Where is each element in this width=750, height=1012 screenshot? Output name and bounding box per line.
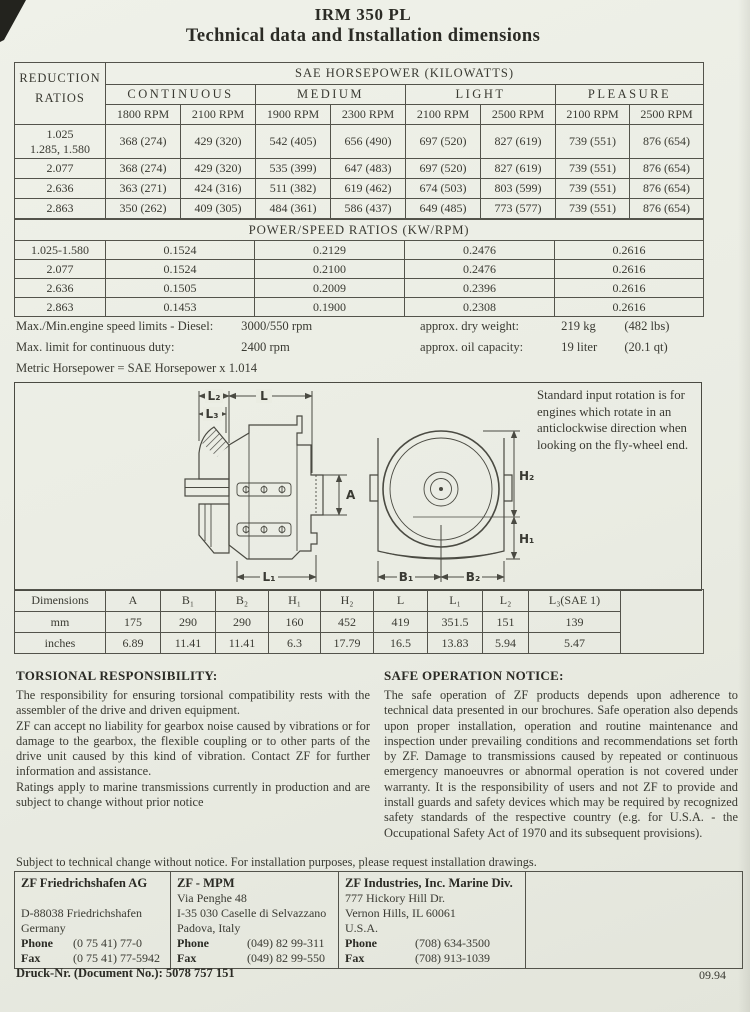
hp-rpm-header: 2100 RPM [181,105,256,125]
hp-value-cell: 697 (520) [406,125,481,159]
hp-value-cell: 876 (654) [630,159,704,179]
dim-label-L2: L₂ [207,389,221,403]
hp-value-cell: 739 (551) [556,125,630,159]
dims-header: Dimensions [15,590,106,612]
hp-value-cell: 484 (361) [256,199,331,219]
ratio-cell: 2.636 [15,279,106,298]
dims-cell: 175 [106,612,161,633]
ratio-cell: 0.2616 [555,260,704,279]
ratio-cell: 2.077 [15,260,106,279]
ratio-cell: 0.2308 [405,298,555,317]
scan-edge-shade [738,0,750,1012]
address-line: D-88038 Friedrichshafen [21,906,142,920]
ratio-cell: 0.2100 [255,260,405,279]
dims-header-row [15,590,704,612]
spec-value: 19 liter [561,340,598,354]
dims-cell: 452 [321,612,374,633]
ratio-cell: 0.1505 [106,279,255,298]
hp-value-cell: 429 (320) [181,159,256,179]
torsional-title: TORSIONAL RESPONSIBILITY: [16,668,218,683]
ratio-cell: 0.2009 [255,279,405,298]
dims-cell: 5.47 [529,633,621,654]
hp-rpm-header: 2500 RPM [630,105,704,125]
dims-cell: 16.5 [374,633,428,654]
dim-label-H2: H₂ [519,469,535,483]
ratio-cell: 0.2476 [405,260,555,279]
dims-header: B₂ [216,590,269,612]
hp-group-header: LIGHT [406,85,556,105]
hp-value-cell: 350 (262) [106,199,181,219]
phone-label: Phone [345,936,378,950]
ratio-cell: 0.1453 [106,298,255,317]
power-speed-ratio-table [14,219,704,317]
ratio-table-title: POWER/SPEED RATIOS (KW/RPM) [15,220,704,241]
hp-group-header: CONTINUOUS [106,85,256,105]
dims-header: A [106,590,161,612]
hp-row [15,159,704,179]
spec-line-oil-capacity [420,340,668,355]
hp-main-header: SAE HORSEPOWER (KILOWATTS) [106,63,704,85]
address-line: I-35 030 Caselle di Selvazzano [177,906,327,920]
hp-rpm-header: 1800 RPM [106,105,181,125]
hp-value-cell: 368 (274) [106,159,181,179]
dims-inches-row [15,633,704,654]
print-date: 09.94 [699,968,726,982]
dims-mm-row [15,612,704,633]
ratio-row [15,298,704,317]
dims-cell: 351.5 [428,612,483,633]
hp-row [15,125,704,159]
rotation-note: Standard input rotation is for engines which rotate in an anticlockwise direction when looking on the fly-wheel end. [537,388,689,452]
ratio-cell: 0.2396 [405,279,555,298]
spec-value: 2400 rpm [241,340,290,354]
phone-number: (049) 82 99-311 [247,936,325,950]
dim-label-L: L [260,389,268,403]
ratio-cell: 0.1524 [106,260,255,279]
hp-value-cell: 827 (619) [481,159,556,179]
hp-value-cell: 674 (503) [406,179,481,199]
dims-cell: inches [15,633,106,654]
hp-rpm-header: 1900 RPM [256,105,331,125]
address-line: 777 Hickory Hill Dr. [345,891,445,905]
dims-cell: 290 [216,612,269,633]
dims-cell: 139 [529,612,621,633]
company-name: ZF Industries, Inc. Marine Div. [345,876,513,890]
ratio-cell: 0.2616 [555,279,704,298]
hp-value-cell: 876 (654) [630,125,704,159]
spec-value: 3000/550 rpm [241,319,313,333]
address-cell-empty [526,872,743,969]
ratio-row [15,241,704,260]
ratio-cell: 0.2616 [555,298,704,317]
hp-row [15,199,704,219]
hp-value-cell: 363 (271) [106,179,181,199]
safe-operation-paragraph: The safe operation of ZF products depends upon adherence to technical data presented in our brochures. Safe operation also depends upon proper installation, operation and routine maintenance and inspection under prevailing conditions and recommendations set forth by ZF. Damage to transmissions caused by repeated or continuous emergency manoeuvres or abnormal operation is not covered under warranty. It is the responsibility of users and not ZF to provide and install guards and safety devices which may be required by recognized safety standards of the respective country (e.g. for U.S.A. - the Occupational Safety Act of 1970 and its subsequent provisions). [384,688,738,840]
dims-cell: mm [15,612,106,633]
spec-line-speed-limits [16,319,312,334]
safe-operation-title: SAFE OPERATION NOTICE: [384,668,564,683]
address-line: Via Penghe 48 [177,891,247,905]
hp-ratio-cell: 2.863 [15,199,106,219]
dim-label-B1: B₁ [398,570,414,584]
address-line: Padova, Italy [177,921,241,935]
ratio-row [15,279,704,298]
phone-label: Phone [177,936,210,950]
phone-number: (708) 634-3500 [415,936,490,950]
address-line: U.S.A. [345,921,379,935]
hp-value-cell: 647 (483) [331,159,406,179]
hp-value-cell: 697 (520) [406,159,481,179]
hp-rpm-header: 2100 RPM [556,105,630,125]
hp-rpm-header: 2100 RPM [406,105,481,125]
front-view [370,431,520,559]
phone-row [345,936,519,951]
hp-value-cell: 429 (320) [181,125,256,159]
hp-rpm-header: 2500 RPM [481,105,556,125]
spec-label: Metric Horsepower = SAE Horsepower x 1.014 [16,361,258,375]
flywheel-bell-hatch [202,427,229,457]
address-cell-zf-industries [339,872,526,969]
hp-value-cell: 876 (654) [630,179,704,199]
hp-value-cell: 739 (551) [556,179,630,199]
spec-line-continuous-duty [16,340,290,355]
dims-cell: 151 [483,612,529,633]
spec-label: Max./Min.engine speed limits - Diesel: [16,319,214,333]
address-line [21,891,164,906]
dim-label-L1: L₁ [262,570,276,584]
horsepower-table [14,62,704,219]
document-number: Druck-Nr. (Document No.): 5078 757 151 [16,966,235,980]
phone-row [177,936,332,951]
hp-rpm-header: 2300 RPM [331,105,406,125]
dims-cell: 17.79 [321,633,374,654]
fax-label: Fax [21,951,41,965]
dims-cell: 5.94 [483,633,529,654]
hp-ratio-line: 1.285, 1.580 [30,141,90,156]
spec-label: approx. oil capacity: [420,340,524,354]
hp-ratio-cell: 2.077 [15,159,106,179]
hp-value-cell: 739 (551) [556,159,630,179]
ratio-row [15,260,704,279]
torsional-section [16,668,370,810]
hp-value-cell: 827 (619) [481,125,556,159]
hp-value-cell: 619 (462) [331,179,406,199]
hp-ratio-cell: 2.636 [15,179,106,199]
dim-label-H1: H₁ [519,532,535,546]
fax-label: Fax [177,951,197,965]
dims-cell: 290 [161,612,216,633]
dims-cell: 13.83 [428,633,483,654]
company-name: ZF - MPM [177,876,235,890]
hp-ratio-line: 1.025 [46,126,74,141]
hp-group-header: PLEASURE [556,85,704,105]
spec-label: Max. limit for continuous duty: [16,340,175,354]
ratio-cell: 1.025-1.580 [15,241,106,260]
fax-row [345,951,519,966]
hp-corner-line2: RATIOS [35,91,85,105]
torsional-paragraph: ZF can accept no liability for gearbox noise caused by vibrations or for damage to the gearbox, the flexible coupling or to other parts of the drive unit caused by this kind of vibration. Contact ZF for further information and assistance. [16,718,370,779]
address-cell-friedrichshafen [15,872,171,969]
hp-value-cell: 649 (485) [406,199,481,219]
installation-drawing-box [14,382,702,591]
phone-number: (0 75 41) 77-0 [73,936,142,950]
dims-cell: 160 [269,612,321,633]
fax-row [177,951,332,966]
dim-label-A: A [346,488,356,502]
hp-value-cell: 535 (399) [256,159,331,179]
spec-value-alt: (482 lbs) [624,319,670,333]
fax-number: (708) 913-1039 [415,951,490,965]
hp-corner-line1: REDUCTION [19,71,101,85]
dimensions-table [14,589,704,654]
dim-label-L3: L₃ [205,407,219,421]
safe-operation-section [384,668,738,841]
dims-cell: 6.89 [106,633,161,654]
hp-group-header: MEDIUM [256,85,406,105]
hp-corner-cell [15,63,106,125]
hp-value-cell: 542 (405) [256,125,331,159]
hp-value-cell: 586 (437) [331,199,406,219]
spec-line-dry-weight [420,319,669,334]
ratio-cell: 0.2616 [555,241,704,260]
ratio-cell: 2.863 [15,298,106,317]
fax-number: (049) 82 99-550 [247,951,325,965]
hp-ratio-cell [15,125,106,159]
dims-header: L [374,590,428,612]
dims-cell: 419 [374,612,428,633]
spec-line-metric-hp [16,361,257,376]
ratio-cell: 0.1524 [106,241,255,260]
hp-value-cell: 424 (316) [181,179,256,199]
spec-value: 219 kg [561,319,596,333]
dims-header: B₁ [161,590,216,612]
dims-header: L₁ [428,590,483,612]
dims-header: H₁ [269,590,321,612]
hp-value-cell: 368 (274) [106,125,181,159]
dims-header: H₂ [321,590,374,612]
torsional-paragraph: Ratings apply to marine transmissions currently in production and are subject to change without prior notice [16,779,370,810]
phone-row [21,936,164,951]
page-title: IRM 350 PL [314,5,412,24]
ratio-cell: 0.2476 [405,241,555,260]
ratio-cell: 0.2129 [255,241,405,260]
dims-cell: 11.41 [161,633,216,654]
side-view [185,416,323,559]
address-line: Vernon Hills, IL 60061 [345,906,456,920]
dims-cell: 6.3 [269,633,321,654]
spec-label: approx. dry weight: [420,319,519,333]
address-cell-mpm [171,872,339,969]
company-name: ZF Friedrichshafen AG [21,876,148,890]
address-table [14,871,743,969]
phone-label: Phone [21,936,54,950]
torsional-paragraph: The responsibility for ensuring torsional compatibility rests with the assembler of the drive and driven equipment. [16,688,370,718]
page-subtitle: Technical data and Installation dimensions [185,26,541,46]
hp-value-cell: 773 (577) [481,199,556,219]
spec-value-alt: (20.1 qt) [624,340,668,354]
dims-header: L₂ [483,590,529,612]
address-line: Germany [21,921,66,935]
fax-number: (0 75 41) 77-5942 [73,951,160,965]
hp-value-cell: 511 (382) [256,179,331,199]
hp-value-cell: 876 (654) [630,199,704,219]
hp-value-cell: 803 (599) [481,179,556,199]
dims-header: L₃(SAE 1) [529,590,621,612]
ratio-cell: 0.1900 [255,298,405,317]
dims-empty-cell [621,590,704,654]
hp-value-cell: 739 (551) [556,199,630,219]
hp-value-cell: 656 (490) [331,125,406,159]
title-block [0,5,726,47]
fax-row [21,951,164,966]
hp-row [15,179,704,199]
dims-cell: 11.41 [216,633,269,654]
dim-label-B2: B₂ [465,570,481,584]
fax-label: Fax [345,951,365,965]
change-notice: Subject to technical change without notice. For installation purposes, please request installation drawings. [16,855,537,869]
hp-value-cell: 409 (305) [181,199,256,219]
